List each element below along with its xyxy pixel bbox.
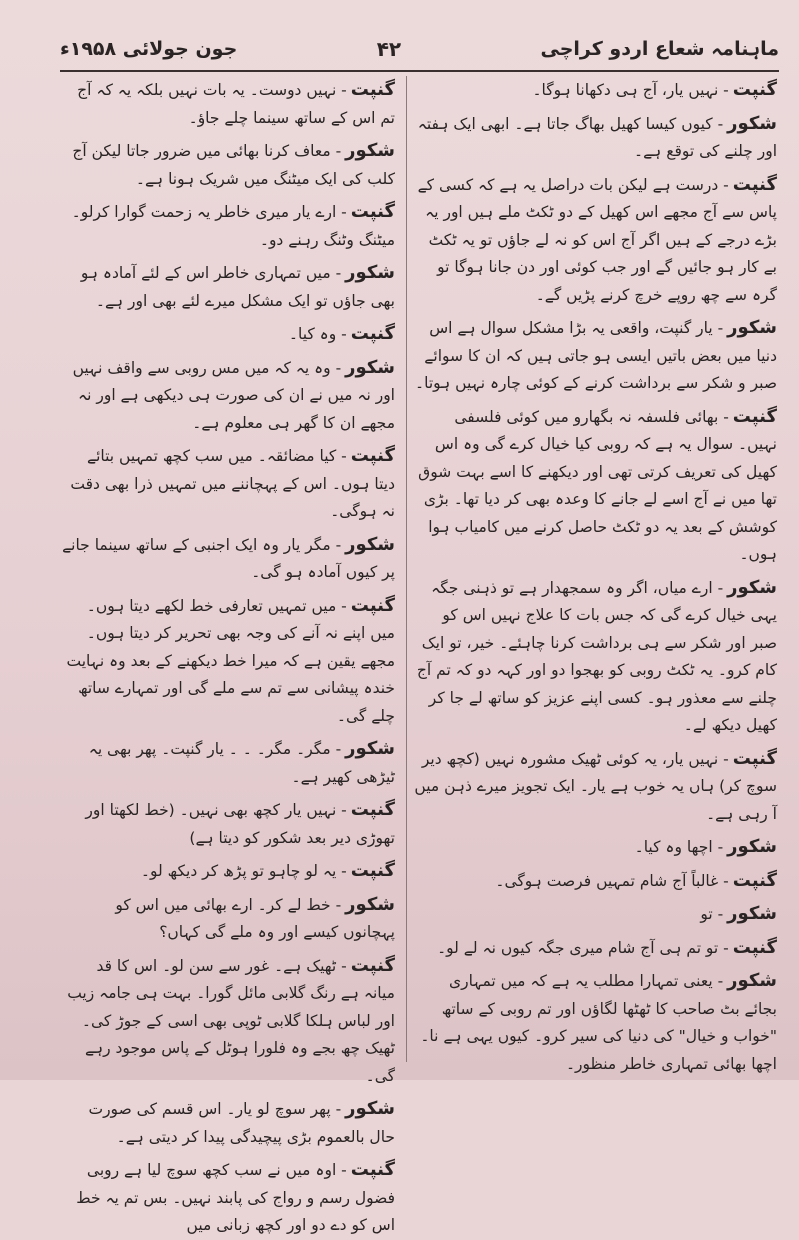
dialogue-text: - مگر۔ مگر۔ ۔ ۔ یار گنپت۔ پھر بھی یہ ٹیڑھی کھیر ہے۔ (88, 740, 395, 786)
dialogue-text: - پھر سوچ لو یار۔ اس قسم کی صورت حال بالعموم بڑی پیچیدگی پیدا کر دیتی ہے۔ (88, 1100, 395, 1146)
dialogue-text: - یعنی تمہارا مطلب یہ ہے کہ میں تمہاری بجائے بٹ صاحب کا ٹھٹھا لگاؤں اور تم روبی کے ساتھ "خواب و خیال" کی دنیا کی سیر کرو۔ کیوں یہی ہے نا۔ اچھا بھائی تمہاری خاطر منظور۔ (420, 972, 777, 1073)
dialogue-text: - نہیں یار، یہ کوئی ٹھیک مشورہ نہیں (کچھ دیر سوچ کر) ہاں یہ خوب ہے یار۔ ایک تجویز میرے ذہن میں آ رہی ہے۔ (414, 749, 777, 823)
speaker-name: شکور (727, 970, 777, 991)
dialogue-line (412, 745, 777, 829)
left-column (62, 76, 395, 1234)
dialogue-line (412, 314, 777, 398)
speaker-name: شکور (727, 836, 777, 857)
dialogue-line (412, 867, 777, 896)
speaker-name: گنپت (350, 594, 395, 616)
speaker-name: شکور (345, 738, 395, 759)
speaker-name: گنپت (732, 936, 777, 958)
dialogue-line (62, 796, 395, 852)
speaker-name: گنپت (350, 860, 395, 881)
speaker-name: گنپت (732, 405, 777, 427)
speaker-name: گنپت (350, 79, 395, 100)
speaker-name: شکور (345, 533, 395, 555)
issue-date: جون جولائی ۱۹۵۸ء (60, 38, 238, 60)
header-rule (60, 70, 779, 72)
speaker-name: شکور (727, 317, 777, 338)
dialogue-line (412, 403, 777, 569)
page-number: ۴۲ (376, 37, 402, 61)
speaker-name: گنپت (350, 445, 395, 466)
dialogue-text: - اچھا وہ کیا۔ (634, 838, 724, 856)
dialogue-text: - وہ کیا۔ (288, 325, 347, 343)
page-header (60, 28, 779, 70)
dialogue-text: - میں تمہاری خاطر اس کے لئے آمادہ ہو بھی جاؤں تو ایک مشکل میرے لئے بھی اور ہے۔ (80, 264, 395, 310)
dialogue-line (62, 952, 395, 1091)
dialogue-line (62, 531, 395, 587)
dialogue-text: - ٹھیک ہے۔ غور سے سن لو۔ اس کا قد میانہ ہے رنگ گلابی مائل گورا۔ بہت ہی جامہ زیب اور لباس ہلکا گلابی ٹوپی بھی اسی کے جوڑ کی۔ ٹھیک چھ بجے وہ فلورا ہوٹل کے پاس موجود رہے گی۔ (67, 956, 395, 1085)
dialogue-line (412, 110, 777, 166)
dialogue-line (412, 967, 777, 1078)
dialogue-text: - درست ہے لیکن بات دراصل یہ ہے کہ کسی کے پاس سے آج مجھے اس کھیل کے دو ٹکٹ ملے ہیں اور یہ بڑے درجے کے ہیں اگر آج اس کو نہ لے جاؤں تو یہ ٹکٹ بے کار ہو جائیں گے اور جب کوئی اور دن جانا ہوگا تو گرہ سے چھ روپے خرچ کرنے پڑیں گے۔ (417, 175, 777, 304)
speaker-name: گنپت (732, 869, 777, 891)
dialogue-line (412, 171, 777, 310)
speaker-name: گنپت (350, 799, 395, 820)
dialogue-text: - اوہ میں نے سب کچھ سوچ لیا ہے روبی فضول رسم و رواج کی پابند نہیں۔ بس تم یہ خط اس کو دے دو اور کچھ زبانی میں (76, 1161, 395, 1234)
dialogue-line (412, 900, 777, 929)
dialogue-text: - تو تم ہی آج شام میری جگہ کیوں نہ لے لو۔ (437, 938, 729, 957)
dialogue-text: - یہ لو چاہو تو پڑھ کر دیکھ لو۔ (140, 862, 347, 880)
speaker-name: شکور (345, 893, 395, 915)
column-divider (406, 76, 407, 1062)
speaker-name: گنپت (350, 1159, 395, 1180)
dialogue-text: - کیا مضائقہ۔ میں سب کچھ تمہیں بتائے دیتا ہوں۔ اس کے پہچاننے میں تمہیں ذرا بھی دقت نہ ہوگی۔ (70, 447, 395, 520)
dialogue-line (412, 76, 777, 105)
dialogue-line (62, 76, 395, 132)
speaker-name: شکور (345, 262, 395, 283)
dialogue-line (62, 592, 395, 731)
speaker-name: شکور (345, 356, 395, 378)
dialogue-line (62, 137, 395, 193)
dialogue-text: - نہیں دوست۔ یہ بات نہیں بلکہ یہ کہ آج تم اس کے ساتھ سینما چلے جاؤ۔ (77, 81, 395, 127)
speaker-name: شکور (727, 903, 777, 924)
dialogue-text: - ارے یار میری خاطر یہ زحمت گوارا کرلو۔ میٹنگ وٹنگ رہنے دو۔ (71, 203, 395, 249)
dialogue-line (62, 198, 395, 254)
dialogue-text: - ارے میاں، اگر وہ سمجھدار ہے تو ذہنی جگہ یہی خیال کرے گی کہ جس بات کا علاج نہیں اس کو صبر اور شکر سے ہی برداشت کرنا چاہئے۔ خیر، تو ایک کام کرو۔ یہ ٹکٹ روبی کو بھجوا دو اور کہہ دو کہ تم آج چلنے سے معذور ہو۔ کسی اپنے عزیز کو ساتھ لے جا کر کھیل دیکھ لے۔ (416, 578, 777, 734)
dialogue-line (412, 574, 777, 740)
dialogue-text: - مگر یار وہ ایک اجنبی کے ساتھ سینما جانے پر کیوں آمادہ ہو گی۔ (62, 535, 395, 581)
dialogue-line (62, 1095, 395, 1151)
dialogue-line (62, 442, 395, 526)
dialogue-line (412, 934, 777, 963)
magazine-title: ماہنامہ شعاع اردو کراچی (540, 38, 779, 60)
speaker-name: شکور (727, 576, 777, 598)
dialogue-line (62, 735, 395, 791)
dialogue-text: - یار گنپت، واقعی یہ بڑا مشکل سوال ہے اس دنیا میں بعض باتیں ایسی ہو جاتی ہیں کہ ان کا سوائے صبر و شکر سے برداشت کرنے کے کوئی چارہ نہیں ہوتا۔ (415, 319, 777, 392)
speaker-name: گنپت (350, 201, 395, 222)
speaker-name: شکور (345, 1098, 395, 1119)
dialogue-line (62, 259, 395, 315)
dialogue-text: - کیوں کیسا کھیل بھاگ جاتا ہے۔ ابھی ایک ہفتہ اور چلنے کی توقع ہے۔ (417, 114, 777, 160)
dialogue-line (62, 857, 395, 886)
dialogue-text: - تو (700, 905, 724, 923)
dialogue-text: - بھائی فلسفہ نہ بگھارو میں کوئی فلسفی نہیں۔ سوال یہ ہے کہ روبی کیا خیال کرے گی وہ اس کھیل کی تعریف کرتی تھی اور دیکھنے کا اسے بہت شوق تھا میں نے آج اسے لے جانے کا وعدہ بھی کر دیا تھا۔ بڑی کوشش کے بعد یہ دو ٹکٹ حاصل کرنے میں کامیاب ہوا ہوں۔ (418, 407, 777, 563)
dialogue-text: - میں تمہیں تعارفی خط لکھے دیتا ہوں۔ میں اپنے نہ آنے کی وجہ بھی تحریر کر دیتا ہوں۔ مجھے یقین ہے کہ میرا خط دیکھنے کے بعد وہ نہایت خندہ پیشانی سے تم سے ملے گی اور تمہارے ساتھ چلے گی۔ (66, 596, 395, 725)
dialogue-line (62, 891, 395, 947)
dialogue-text: - نہیں یار کچھ بھی نہیں۔ (خط لکھتا اور تھوڑی دیر بعد شکور کو دیتا ہے) (85, 801, 395, 847)
dialogue-line (412, 833, 777, 862)
speaker-name: شکور (727, 112, 777, 134)
speaker-name: گنپت (350, 954, 395, 976)
dialogue-line (62, 320, 395, 349)
speaker-name: گنپت (732, 173, 777, 195)
speaker-name: گنپت (732, 79, 777, 100)
dialogue-text: - وہ یہ کہ میں مس روبی سے واقف نہیں اور نہ میں نے ان کی صورت ہی دیکھی ہے اور نہ مجھے ان کا گھر ہی معلوم ہے۔ (72, 358, 395, 432)
speaker-name: گنپت (732, 747, 777, 769)
dialogue-line (62, 354, 395, 438)
dialogue-text: - غالباً آج شام تمہیں فرصت ہوگی۔ (495, 871, 729, 890)
dialogue-text: - نہیں یار، آج ہی دکھانا ہوگا۔ (532, 81, 729, 99)
dialogue-text: - خط لے کر۔ ارے بھائی میں اس کو پہچانوں کیسے اور وہ ملے گی کہاں؟ (115, 895, 395, 941)
speaker-name: گنپت (350, 323, 395, 344)
speaker-name: شکور (345, 140, 395, 161)
right-column (412, 76, 777, 1073)
dialogue-line (62, 1156, 395, 1240)
dialogue-text: - معاف کرنا بھائی میں ضرور جاتا لیکن آج کلب کی ایک میٹنگ میں شریک ہونا ہے۔ (72, 142, 395, 188)
